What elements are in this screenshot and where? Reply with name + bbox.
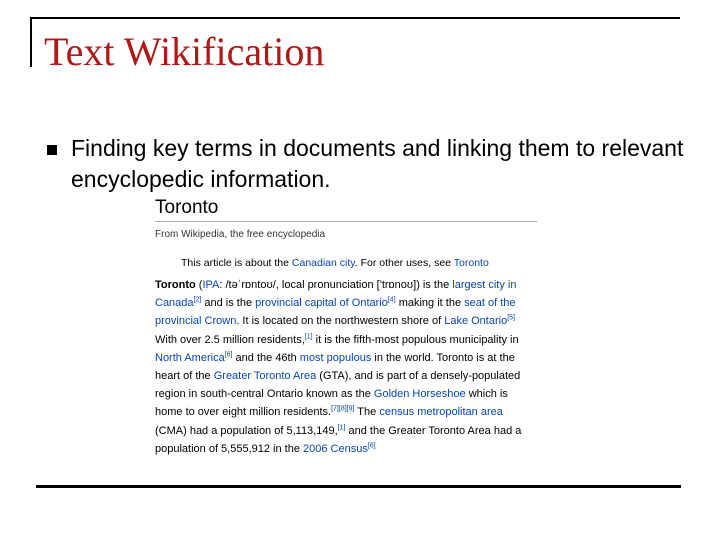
body-text: and the Greater Toronto Area had a population of 5,555,912 in the xyxy=(155,424,522,455)
reference-5[interactable]: [5] xyxy=(507,314,515,322)
bottom-rule xyxy=(36,485,681,488)
body-text: it is the fifth-most populous municipality in xyxy=(312,333,519,346)
body-text: in the world. Toronto is at the heart of the xyxy=(155,351,515,383)
hatnote-middle: . For other uses, see xyxy=(354,257,454,269)
reference-4[interactable]: [4] xyxy=(387,296,396,304)
body-text: (CMA) had a population of 5,113,149, xyxy=(155,424,338,437)
reference-2[interactable]: [2] xyxy=(193,296,202,304)
greater-toronto-area-link[interactable]: Greater Toronto Area xyxy=(213,370,317,383)
reference-6[interactable]: [6] xyxy=(224,351,233,359)
north-america-link[interactable]: North America xyxy=(155,351,225,364)
slide-title: Text Wikification xyxy=(44,29,325,74)
body-text: ( xyxy=(195,279,203,291)
body-text: and the 46th xyxy=(232,351,300,364)
reference-last[interactable]: [6] xyxy=(367,442,376,450)
bullet-square-icon xyxy=(47,145,57,155)
frame-top-rule xyxy=(30,17,680,19)
body-text: . It is located on the northwestern shore of xyxy=(236,315,445,328)
ipa-link[interactable]: IPA xyxy=(202,279,220,291)
body-bold-toronto: Toronto xyxy=(155,279,196,291)
reference-7-8-9[interactable]: [7][8][9] xyxy=(331,405,355,413)
lake-ontario-link[interactable]: Lake Ontario xyxy=(444,315,508,328)
toronto-disambiguation-link[interactable]: Toronto xyxy=(453,257,489,269)
canadian-city-link[interactable]: Canadian city xyxy=(291,257,355,269)
provincial-capital-link[interactable]: provincial capital of Ontario xyxy=(255,297,388,310)
wikipedia-screenshot xyxy=(155,196,537,482)
body-text: making it the xyxy=(395,297,465,310)
body-text: : /təˈrɒntoʊ/, local pronunciation ['trɒnoʊ]) is the xyxy=(219,279,453,291)
reference-1[interactable]: [1] xyxy=(337,423,346,431)
body-text: and is the xyxy=(201,297,256,310)
wiki-article-title: Toronto xyxy=(155,196,537,222)
2006-census-link[interactable]: 2006 Census xyxy=(303,442,368,455)
largest-city-link[interactable]: largest city in Canada xyxy=(155,279,517,310)
bullet-text: Finding key terms in documents and linking them to relevant encyclopedic information. xyxy=(71,135,684,192)
seat-of-crown-link[interactable]: seat of the provincial Crown xyxy=(155,297,516,328)
golden-horseshoe-link[interactable]: Golden Horseshoe xyxy=(373,388,466,401)
body-text: With over 2.5 million residents, xyxy=(155,333,305,346)
reference-1[interactable]: [1] xyxy=(304,332,313,340)
frame-left-rule xyxy=(30,17,32,67)
hatnote-prefix: This article is about the xyxy=(181,257,292,269)
body-text: The xyxy=(354,406,380,419)
wiki-subtitle: From Wikipedia, the free encyclopedia xyxy=(155,229,326,240)
body-text: (GTA), and is part of a densely-populated region in south-central Ontario known as the xyxy=(155,370,521,401)
census-metropolitan-area-link[interactable]: census metropolitan area xyxy=(379,406,503,419)
most-populous-link[interactable]: most populous xyxy=(299,351,372,364)
wiki-hatnote xyxy=(155,257,537,269)
wiki-article-body xyxy=(155,276,537,458)
body-text: which is home to over eight million residents. xyxy=(155,388,508,419)
